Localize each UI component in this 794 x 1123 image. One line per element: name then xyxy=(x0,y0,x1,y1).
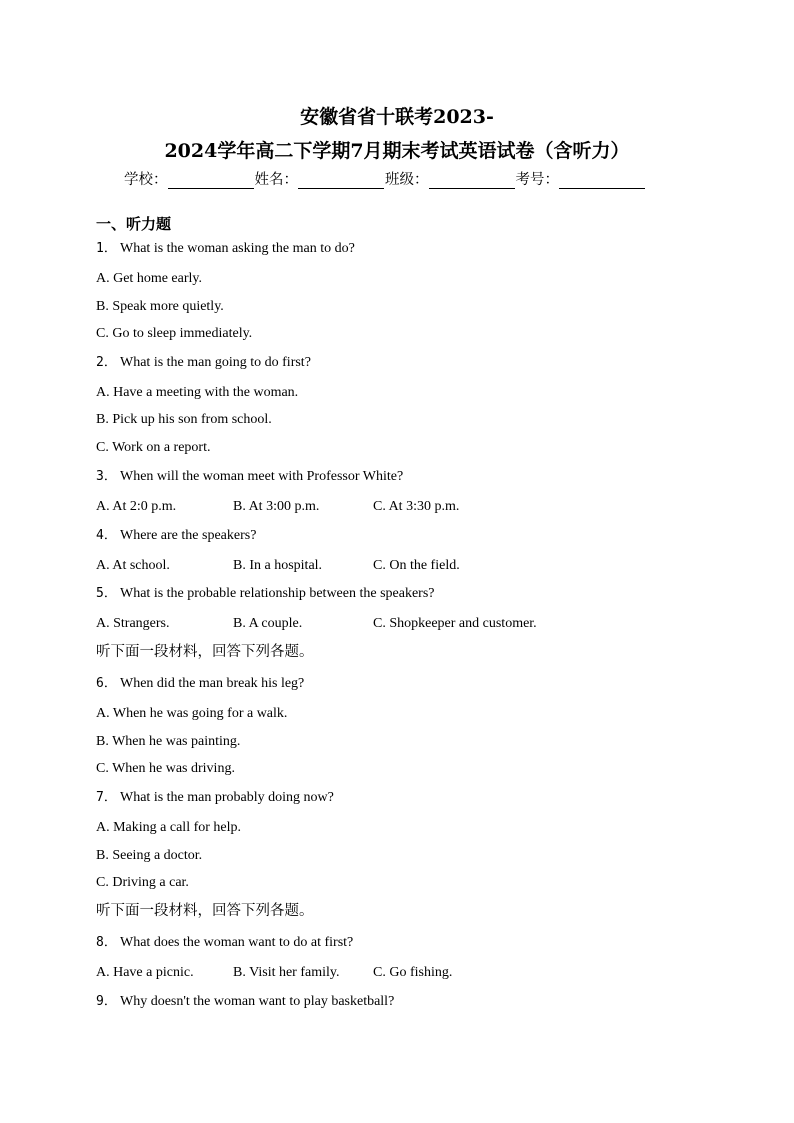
option-6a: A. When he was going for a walk. xyxy=(96,706,288,721)
question-number: 6． xyxy=(96,676,117,691)
question-3 xyxy=(96,469,403,485)
school-blank xyxy=(168,173,254,189)
question-number: 1． xyxy=(96,241,117,256)
question-number: 7． xyxy=(96,790,117,805)
option-5a: A. Strangers. xyxy=(96,616,170,631)
question-number: 4． xyxy=(96,528,117,543)
option-4a: A. At school. xyxy=(96,558,170,573)
option-7c: C. Driving a car. xyxy=(96,875,189,890)
options-row-4 xyxy=(96,558,696,574)
option-8b: B. Visit her family. xyxy=(233,965,340,980)
question-7 xyxy=(96,790,334,806)
question-text: What is the man going to do first? xyxy=(120,355,311,370)
question-number: 9． xyxy=(96,994,117,1009)
option-3c: C. At 3:30 p.m. xyxy=(373,499,460,514)
question-6 xyxy=(96,676,304,692)
option-6c: C. When he was driving. xyxy=(96,761,235,776)
question-text: What is the probable relationship between the speakers? xyxy=(120,586,435,601)
class-label: 班级： xyxy=(385,172,429,188)
question-text: What does the woman want to do at first? xyxy=(120,935,354,950)
question-text: Why doesn't the woman want to play basketball? xyxy=(120,994,395,1009)
option-5b: B. A couple. xyxy=(233,616,303,631)
option-4c: C. On the field. xyxy=(373,558,460,573)
option-8a: A. Have a picnic. xyxy=(96,965,194,980)
option-7a: A. Making a call for help. xyxy=(96,820,242,835)
option-1c: C. Go to sleep immediately. xyxy=(96,326,253,341)
option-5c: C. Shopkeeper and customer. xyxy=(373,616,537,631)
question-text: Where are the speakers? xyxy=(120,528,257,543)
exam-number-label: 考号： xyxy=(515,172,559,188)
options-row-8 xyxy=(96,965,696,981)
option-1a: A. Get home early. xyxy=(96,271,202,286)
option-3b: B. At 3:00 p.m. xyxy=(233,499,320,514)
question-text: What is the woman asking the man to do? xyxy=(120,241,355,256)
options-row-5 xyxy=(96,616,696,632)
question-number: 2． xyxy=(96,355,117,370)
student-info-row xyxy=(124,171,646,189)
question-text: What is the man probably doing now? xyxy=(120,790,334,805)
option-4b: B. In a hospital. xyxy=(233,558,323,573)
question-number: 5． xyxy=(96,586,117,601)
exam-title-line2: 2024学年高二下学期7月期末考试英语试卷（含听力） xyxy=(164,140,630,162)
question-text: When did the man break his leg? xyxy=(120,676,305,691)
question-number: 3． xyxy=(96,469,117,484)
class-blank xyxy=(429,173,515,189)
exam-number-blank xyxy=(559,173,645,189)
question-8 xyxy=(96,935,353,951)
name-blank xyxy=(298,173,384,189)
option-2a: A. Have a meeting with the woman. xyxy=(96,385,299,400)
question-9 xyxy=(96,994,394,1010)
question-4 xyxy=(96,528,256,544)
options-row-3 xyxy=(96,499,696,515)
question-text: When will the woman meet with Professor White? xyxy=(120,469,404,484)
option-2c: C. Work on a report. xyxy=(96,440,211,455)
option-2b: B. Pick up his son from school. xyxy=(96,412,272,427)
section-title: 一、听力题 xyxy=(96,215,172,233)
listening-instruction-1: 听下面一段材料，回答下列各题。 xyxy=(96,644,314,660)
option-3a: A. At 2:0 p.m. xyxy=(96,499,177,514)
option-6b: B. When he was painting. xyxy=(96,734,241,749)
option-8c: C. Go fishing. xyxy=(373,965,453,980)
name-label: 姓名： xyxy=(254,172,298,188)
school-label: 学校： xyxy=(124,172,168,188)
question-5 xyxy=(96,586,435,602)
question-2 xyxy=(96,355,311,371)
listening-instruction-2: 听下面一段材料，回答下列各题。 xyxy=(96,903,314,919)
question-number: 8． xyxy=(96,935,117,950)
option-1b: B. Speak more quietly. xyxy=(96,299,224,314)
option-7b: B. Seeing a doctor. xyxy=(96,848,203,863)
exam-title-line1: 安徽省省十联考2023- xyxy=(300,106,494,128)
question-1 xyxy=(96,241,355,257)
